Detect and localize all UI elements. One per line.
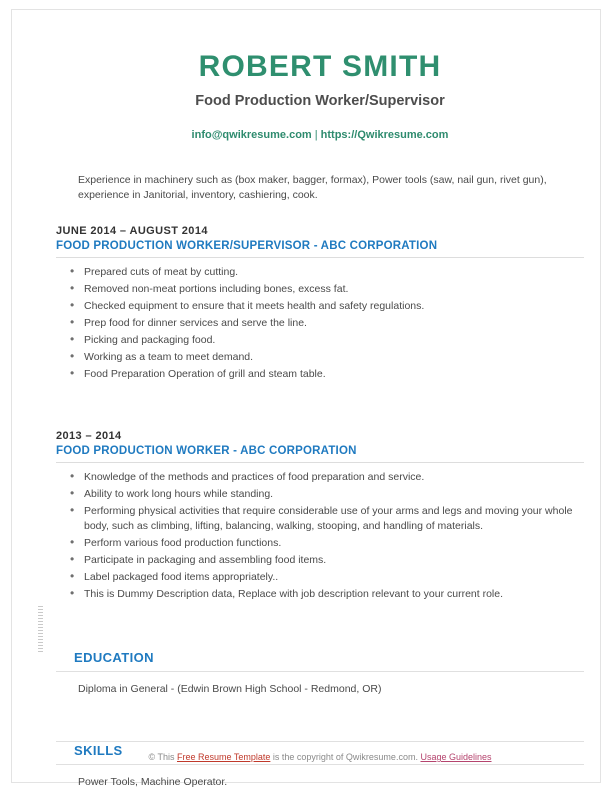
spacer (56, 697, 584, 721)
job-role-subtitle: Food Production Worker/Supervisor (195, 93, 445, 109)
page-title: ROBERT SMITH (198, 50, 442, 83)
resume-sheet (12, 10, 600, 788)
experience-entry-1 (56, 225, 584, 382)
skills-body: Power Tools, Machine Operator. (78, 776, 228, 788)
list-item: • Removed non-meat portions including bones, excess fat. (56, 282, 584, 297)
spacer (56, 604, 584, 628)
experience-title: FOOD PRODUCTION WORKER - ABC CORPORATION (56, 445, 357, 457)
skills-section (56, 743, 584, 790)
divider (56, 257, 584, 258)
list-item: • Prep food for dinner services and serve the line. (56, 316, 584, 331)
contact-email[interactable]: info@qwikresume.com (191, 129, 312, 141)
divider (56, 462, 584, 463)
education-section (56, 650, 584, 697)
list-item: • Working as a team to meet demand. (56, 350, 584, 365)
contact-separator: | (311, 129, 321, 141)
experience-bullet-list (56, 470, 584, 602)
copyright-symbol: © (148, 752, 156, 762)
experience-period: JUNE 2014 – AUGUST 2014 (56, 225, 208, 237)
experience-entry-2 (56, 430, 584, 602)
footer-prefix: This (157, 752, 175, 762)
education-body: Diploma in General - (Edwin Brown High School - Redmond, OR) (78, 683, 382, 695)
list-item: • Perform various food production functions. (56, 536, 584, 551)
list-item: • Prepared cuts of meat by cutting. (56, 265, 584, 280)
education-heading: EDUCATION (74, 650, 154, 665)
list-item: • Food Preparation Operation of grill and steam table. (56, 367, 584, 382)
list-item: • Performing physical activities that require considerable use of your arms and legs and moving your whole body, such as climbing, lifting, balancing, walking, stooping, and handling of materials. (56, 504, 584, 534)
list-item: • This is Dummy Description data, Replace with job description relevant to your current role. (56, 587, 584, 602)
contact-line (56, 129, 584, 141)
list-item: • Picking and packaging food. (56, 333, 584, 348)
list-item: • Participate in packaging and assembling food items. (56, 553, 584, 568)
contact-website[interactable]: https://Qwikresume.com (320, 129, 449, 141)
footer-middle: is the copyright of Qwikresume.com. (272, 752, 418, 762)
list-item: • Knowledge of the methods and practices of food preparation and service. (56, 470, 584, 485)
free-resume-template-link[interactable]: Free Resume Template (177, 752, 271, 762)
experience-period: 2013 – 2014 (56, 430, 122, 442)
divider (56, 764, 584, 765)
spacer (56, 384, 584, 408)
page-edge-decoration (38, 606, 43, 652)
experience-bullet-list (56, 265, 584, 382)
usage-guidelines-link[interactable]: Usage Guidelines (420, 752, 492, 762)
experience-title: FOOD PRODUCTION WORKER/SUPERVISOR - ABC CORPORATION (56, 240, 438, 252)
footer-divider (56, 741, 584, 742)
footer (56, 752, 584, 762)
summary-text: Experience in machinery such as (box maker, bagger, formax), Power tools (saw, nail gun, rivet gun), experience in Janitorial, inventory, cashiering, cook. (78, 174, 547, 201)
list-item: • Label packaged food items appropriately.. (56, 570, 584, 585)
skills-heading: SKILLS (74, 743, 123, 758)
resume-content (56, 36, 584, 790)
divider (56, 671, 584, 672)
list-item: • Checked equipment to ensure that it meets health and safety regulations. (56, 299, 584, 314)
list-item: • Ability to work long hours while standing. (56, 487, 584, 502)
